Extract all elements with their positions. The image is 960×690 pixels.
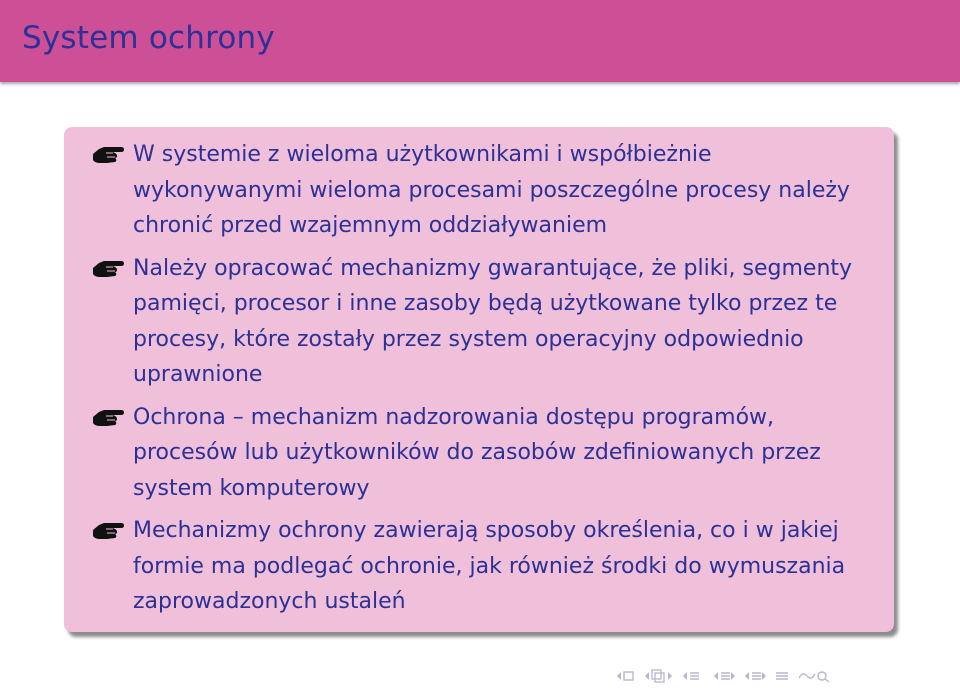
item-text	[133, 405, 821, 501]
navigation-bar	[615, 666, 831, 686]
pointing-hand-icon	[91, 145, 127, 165]
list-item	[64, 400, 894, 507]
nav-section-icon[interactable]	[743, 669, 767, 683]
item-text: Mechanizmy ochrony zawierają sposoby określenia, co i w jakiej formie ma podlegać ochronie, jak również środki do wymuszania zaprowadzonych ustaleń	[133, 518, 846, 614]
nav-frame-icon[interactable]	[644, 668, 674, 684]
item-text: W systemie z wieloma użytkownikami i współbieżnie wykonywanymi wieloma procesami poszczególne procesy należy chronić przed wzajemnym oddziaływaniem	[133, 142, 850, 238]
slide-title: System ochrony	[22, 20, 275, 56]
pointing-hand-icon	[91, 408, 127, 428]
nav-align-icon[interactable]	[774, 669, 790, 683]
pointing-hand-icon	[91, 259, 127, 279]
nav-left-icon[interactable]	[615, 669, 637, 683]
nav-search-icon[interactable]	[797, 669, 831, 683]
content-block	[64, 127, 894, 632]
title-bar	[0, 0, 960, 82]
item-text-rest: – mechanizm nadzorowania dostępu programów, procesów lub użytkowników do zasobów zdefiniowanych przez system komputerowy	[133, 404, 821, 501]
bullet-list	[64, 137, 894, 627]
list-item	[64, 251, 894, 393]
list-item	[64, 513, 894, 620]
list-item	[64, 137, 894, 244]
nav-subsection-icon[interactable]	[712, 669, 736, 683]
nav-right-icon[interactable]	[681, 669, 705, 683]
item-text: Należy opracować mechanizmy gwarantujące, że pliki, segmenty pamięci, procesor i inne zasoby będą użytkowane tylko przez te procesy, które zostały przez system operacyjny odpowiednio uprawnione	[133, 255, 853, 387]
defined-term: Ochrona	[133, 404, 226, 430]
pointing-hand-icon	[91, 521, 127, 541]
